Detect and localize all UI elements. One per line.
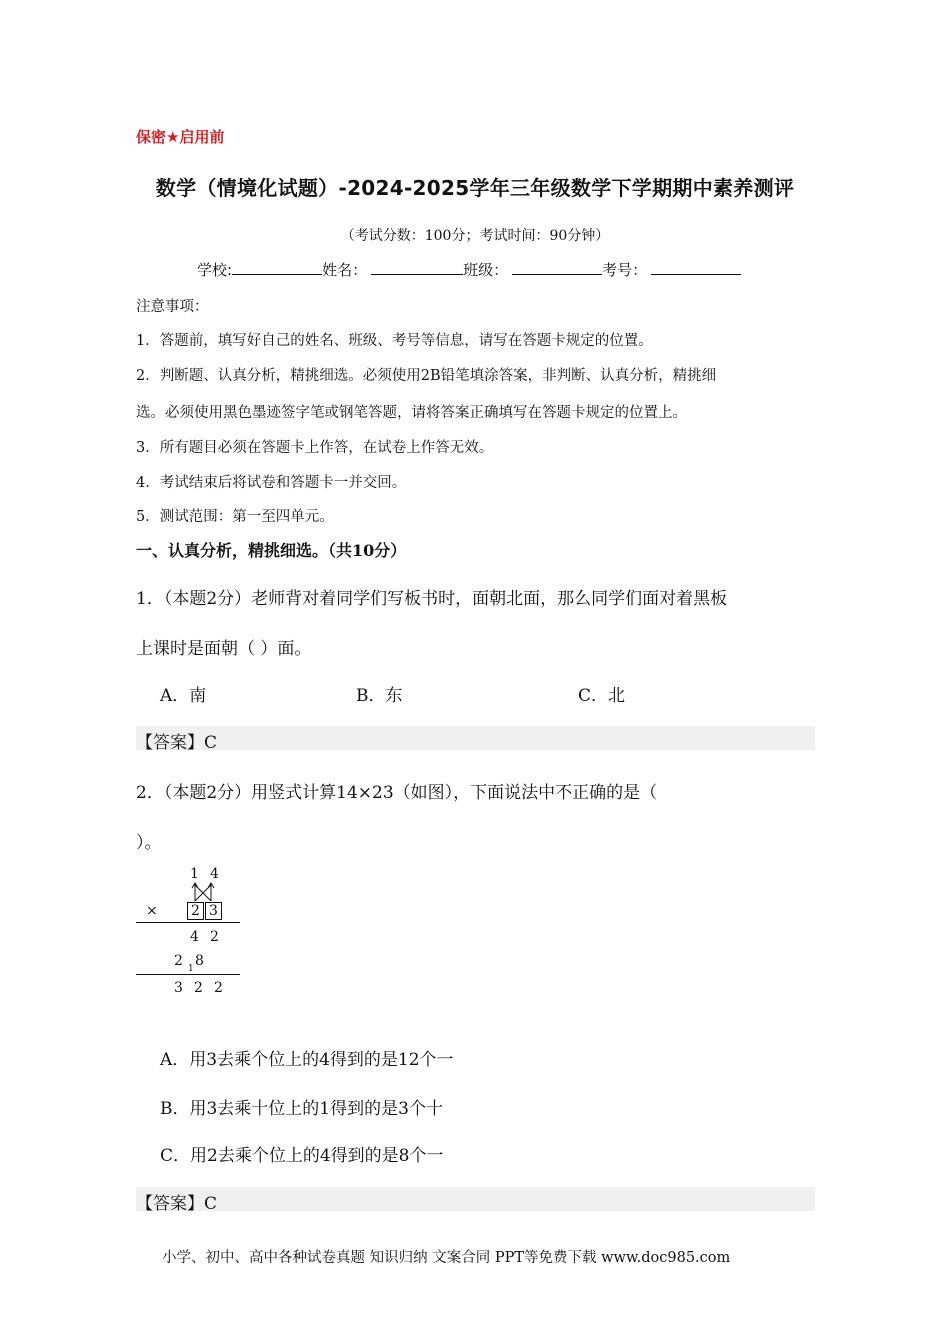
note-item: 2．判断题、认真分析，精挑细选。必须使用2B铅笔填涂答案，非判断、认真分析，精挑细 xyxy=(136,368,717,384)
section-heading: 一、认真分析，精挑细选。（共10分） xyxy=(136,541,407,560)
school-label: 学校: xyxy=(197,261,233,279)
question-1-option-a: A．南 xyxy=(160,686,207,706)
cross-arrows-icon xyxy=(186,881,220,903)
exam-no-blank xyxy=(651,260,741,275)
note-item: 3．所有题目必须在答题卡上作答，在试卷上作答无效。 xyxy=(136,440,494,456)
answer-text: 【答案】C xyxy=(136,1194,218,1214)
note-item: 5．测试范围：第一至四单元。 xyxy=(136,509,334,525)
figure-digit: 3 xyxy=(174,980,183,996)
times-sign: × xyxy=(146,903,158,919)
figure-digit: 2 xyxy=(194,980,203,996)
note-item: 选。必须使用黑色墨迹签字笔或钢笔答题，请将答案正确填写在答题卡规定的位置上。 xyxy=(136,405,687,421)
figure-digit: 1 xyxy=(190,866,199,882)
figure-digit: 2 xyxy=(210,929,219,945)
page-footer: 小学、初中、高中各种试卷真题 知识归纳 文案合同 PPT等免费下载 www.doc985.com xyxy=(162,1250,731,1266)
school-blank xyxy=(232,260,322,275)
name-blank xyxy=(371,260,463,275)
question-2-line-1: 2．（本题2分）用竖式计算14×23（如图），下面说法中不正确的是（ xyxy=(136,783,658,803)
question-1-line-1: 1．（本题2分）老师背对着同学们写板书时，面朝北面，那么同学们面对着黑板 xyxy=(136,589,728,609)
confidential-label: 保密★启用前 xyxy=(136,128,225,146)
class-blank xyxy=(512,260,602,275)
vertical-multiplication-figure xyxy=(136,866,242,998)
question-2-option-a: A．用3去乘个位上的4得到的是12个一 xyxy=(160,1050,454,1070)
question-2-option-c: C．用2去乘个位上的4得到的是8个一 xyxy=(160,1146,444,1166)
question-1-line-2: 上课时是面朝（ ）面。 xyxy=(136,639,312,659)
class-label: 班级： xyxy=(463,261,509,279)
notes-heading: 注意事项： xyxy=(136,299,209,315)
figure-box-digit: 3 xyxy=(205,902,222,920)
carry-digit: 1 xyxy=(188,964,194,974)
figure-digit: 4 xyxy=(190,929,199,945)
figure-rule xyxy=(136,922,240,923)
figure-digit: 4 xyxy=(210,866,219,882)
note-item: 1．答题前，填写好自己的姓名、班级、考号等信息，请写在答题卡规定的位置。 xyxy=(136,333,653,349)
figure-digit: 2 xyxy=(214,980,223,996)
question-1-option-b: B．东 xyxy=(356,686,403,706)
exam-no-label: 考号： xyxy=(602,261,648,279)
exam-title: 数学（情境化试题）-2024-2025学年三年级数学下学期期中素养测评 xyxy=(155,176,795,200)
question-1-answer xyxy=(136,726,815,753)
answer-text: 【答案】C xyxy=(136,733,218,753)
name-label: 姓名： xyxy=(322,261,368,279)
figure-digit: 2 xyxy=(174,953,183,969)
note-item: 4．考试结束后将试卷和答题卡一并交回。 xyxy=(136,475,407,491)
question-2-answer xyxy=(136,1187,815,1214)
figure-box-digit: 2 xyxy=(187,902,204,920)
question-1-option-c: C．北 xyxy=(578,686,626,706)
student-info-line xyxy=(197,259,741,280)
figure-rule xyxy=(136,974,240,975)
question-2-line-2: ）。 xyxy=(136,833,162,853)
exam-subtitle: （考试分数：100分；考试时间：90分钟） xyxy=(340,228,610,244)
figure-digit: 8 xyxy=(195,953,204,969)
question-2-option-b: B．用3去乘十位上的1得到的是3个十 xyxy=(160,1099,443,1119)
